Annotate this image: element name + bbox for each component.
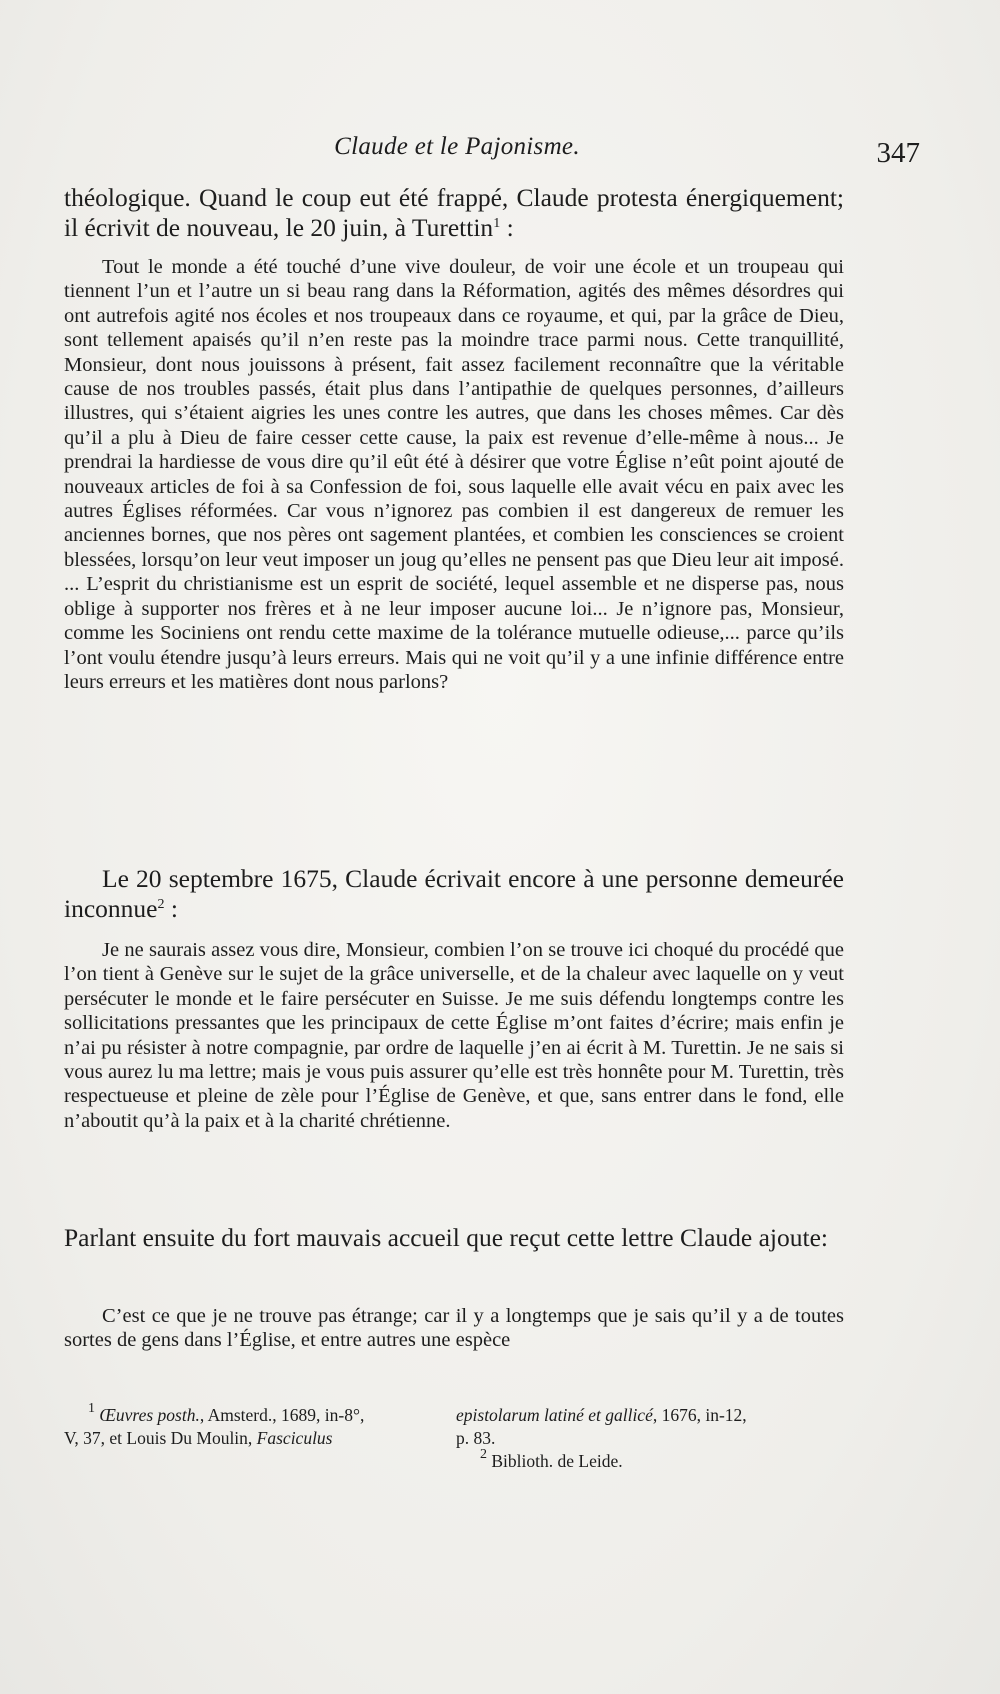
footnote-1-fasciculus: Fasciculus bbox=[256, 1428, 333, 1448]
footnote-1-work-title: Œuvres posth. bbox=[99, 1405, 200, 1425]
footnote-1-edition: , Amsterd., 1689, in-8°, bbox=[199, 1405, 365, 1425]
paragraph-september-text: Le 20 septembre 1675, Claude écrivait encore à une personne demeurée inconnue bbox=[64, 864, 844, 923]
footnote-1-epistolarum: epistolarum latiné et gallicé bbox=[456, 1405, 653, 1425]
footnote-2 bbox=[456, 1447, 834, 1473]
page-header bbox=[64, 133, 920, 173]
quotation-continuation: C’est ce que je ne trouve pas étrange; car il y a longtemps que je sais qu’il y a de toutes sortes de gens dans l’Église, et entre autres une espèce bbox=[64, 1305, 844, 1352]
quotation-turettin-letter: Tout le monde a été touché d’une vive douleur, de voir une école et un troupeau qui tiennent l’un et l’autre un si beau rang dans la Réformation, agités des mêmes désordres qui ont autrefois agité nos écoles et nos troupeaux dans ce royaume, et qui, par la grâce de Dieu, sont tellement apaisés qu’il n’en reste pas la moindre trace parmi nous. Cette tranquillité, Monsieur, dont nous jouissons à présent, fait assez facilement reconnaître que la véritable cause de nos troubles passés, était plus dans l’antipathie de quelques personnes, d’ailleurs illustres, qui s’étaient aigries les unes contre les autres, que dans les choses mêmes. Car dès qu’il a plu à Dieu de faire cesser cette cause, la paix est revenue d’elle-même à nous... Je prendrai la hardiesse de vous dire qu’il eût été à désirer que votre Église n’eût point ajouté de nouveaux articles de foi à sa Confession de foi, sous laquelle elle avait vécu en paix avec les autres Églises réformées. Car vous n’ignorez pas combien il est dangereux de remuer les anciennes bornes, que nos pères ont sagement plantées, et combien les consciences se croient blessées, lorsqu’on leur veut imposer un joug qu’elles ne pensent pas que Dieu leur ait imposé. ... L’esprit du christianisme est un esprit de société, lequel assemble et ne disperse pas, nous oblige à supporter nos frères et à ne leur imposer aucune loi... Je n’ignore pas, Monsieur, comme les Sociniens ont rendu cette maxime de la tolérance mutuelle odieuse,... parce qu’ils l’ont voulu étendre jusqu’à leurs erreurs. Mais qui ne voit qu’il y a une infinie différence entre leurs erreurs et les matières dont nous parlons? bbox=[64, 256, 844, 693]
footnote-1-number: 1 bbox=[88, 1401, 95, 1416]
footnote-1 bbox=[64, 1401, 442, 1450]
quote-block-3 bbox=[64, 1304, 844, 1353]
footnote-ref-1: 1 bbox=[493, 216, 501, 231]
paragraph-intro-text: théologique. Quand le coup eut été frappé, Claude protesta énergiquement; il écrivit de nouveau, le 20 juin, à Turettin bbox=[64, 183, 844, 242]
footnote-1-line-2 bbox=[64, 1427, 442, 1450]
text-block bbox=[64, 183, 844, 243]
footnote-1-author: V, 37, et Louis Du Moulin, bbox=[64, 1428, 257, 1448]
paragraph-intro-end: : bbox=[500, 213, 514, 242]
footnote-1-continued bbox=[456, 1404, 834, 1473]
text-block-3 bbox=[64, 1223, 844, 1253]
footnote-2-text: Biblioth. de Leide. bbox=[491, 1451, 623, 1471]
running-title: Claude et le Pajonisme. bbox=[334, 133, 580, 160]
quotation-unknown-person: Je ne saurais assez vous dire, Monsieur, combien l’on se trouve ici choqué du procédé que l’on tient à Genève sur le sujet de la grâce universelle, et de la chaleur avec laquelle on y veut persécuter le monde et le faire persécuter en Suisse. Je me suis défendu longtemps contre les sollicitations pressantes que les principaux de cette Église m’ont faites d’écrire; mais enfin je n’ai pu résister à notre compagnie, par ordre de laquelle j’en ai écrit à M. Turettin. Je ne sais si vous aurez lu ma lettre; mais je vous puis assurer qu’elle est très honnête pour M. Turettin, très respectueuse et pleine de zèle pour l’Église de Genève, et que, sans entrer dans le fond, elle n’aboutit qu’à la paix et à la charité chrétienne. bbox=[64, 939, 844, 1132]
paragraph-september-end: : bbox=[164, 894, 178, 923]
paragraph-parlant: Parlant ensuite du fort mauvais accueil que reçut cette lettre Claude ajoute: bbox=[64, 1223, 828, 1252]
quote-block-2 bbox=[64, 938, 844, 1133]
paragraph-september bbox=[64, 864, 844, 924]
footnote-1-line-4: p. 83. bbox=[456, 1428, 496, 1448]
text-block-2 bbox=[64, 864, 844, 924]
footnote-1-line-3 bbox=[456, 1404, 834, 1427]
page-number: 347 bbox=[876, 137, 920, 169]
paragraph-intro bbox=[64, 183, 844, 243]
footnote-1-line-1 bbox=[64, 1401, 442, 1427]
footnote-2-number: 2 bbox=[480, 1447, 487, 1462]
footnote-1-format: , 1676, in-12, bbox=[652, 1405, 747, 1425]
footnote-ref-2: 2 bbox=[157, 897, 165, 912]
quote-block-1 bbox=[64, 255, 844, 694]
